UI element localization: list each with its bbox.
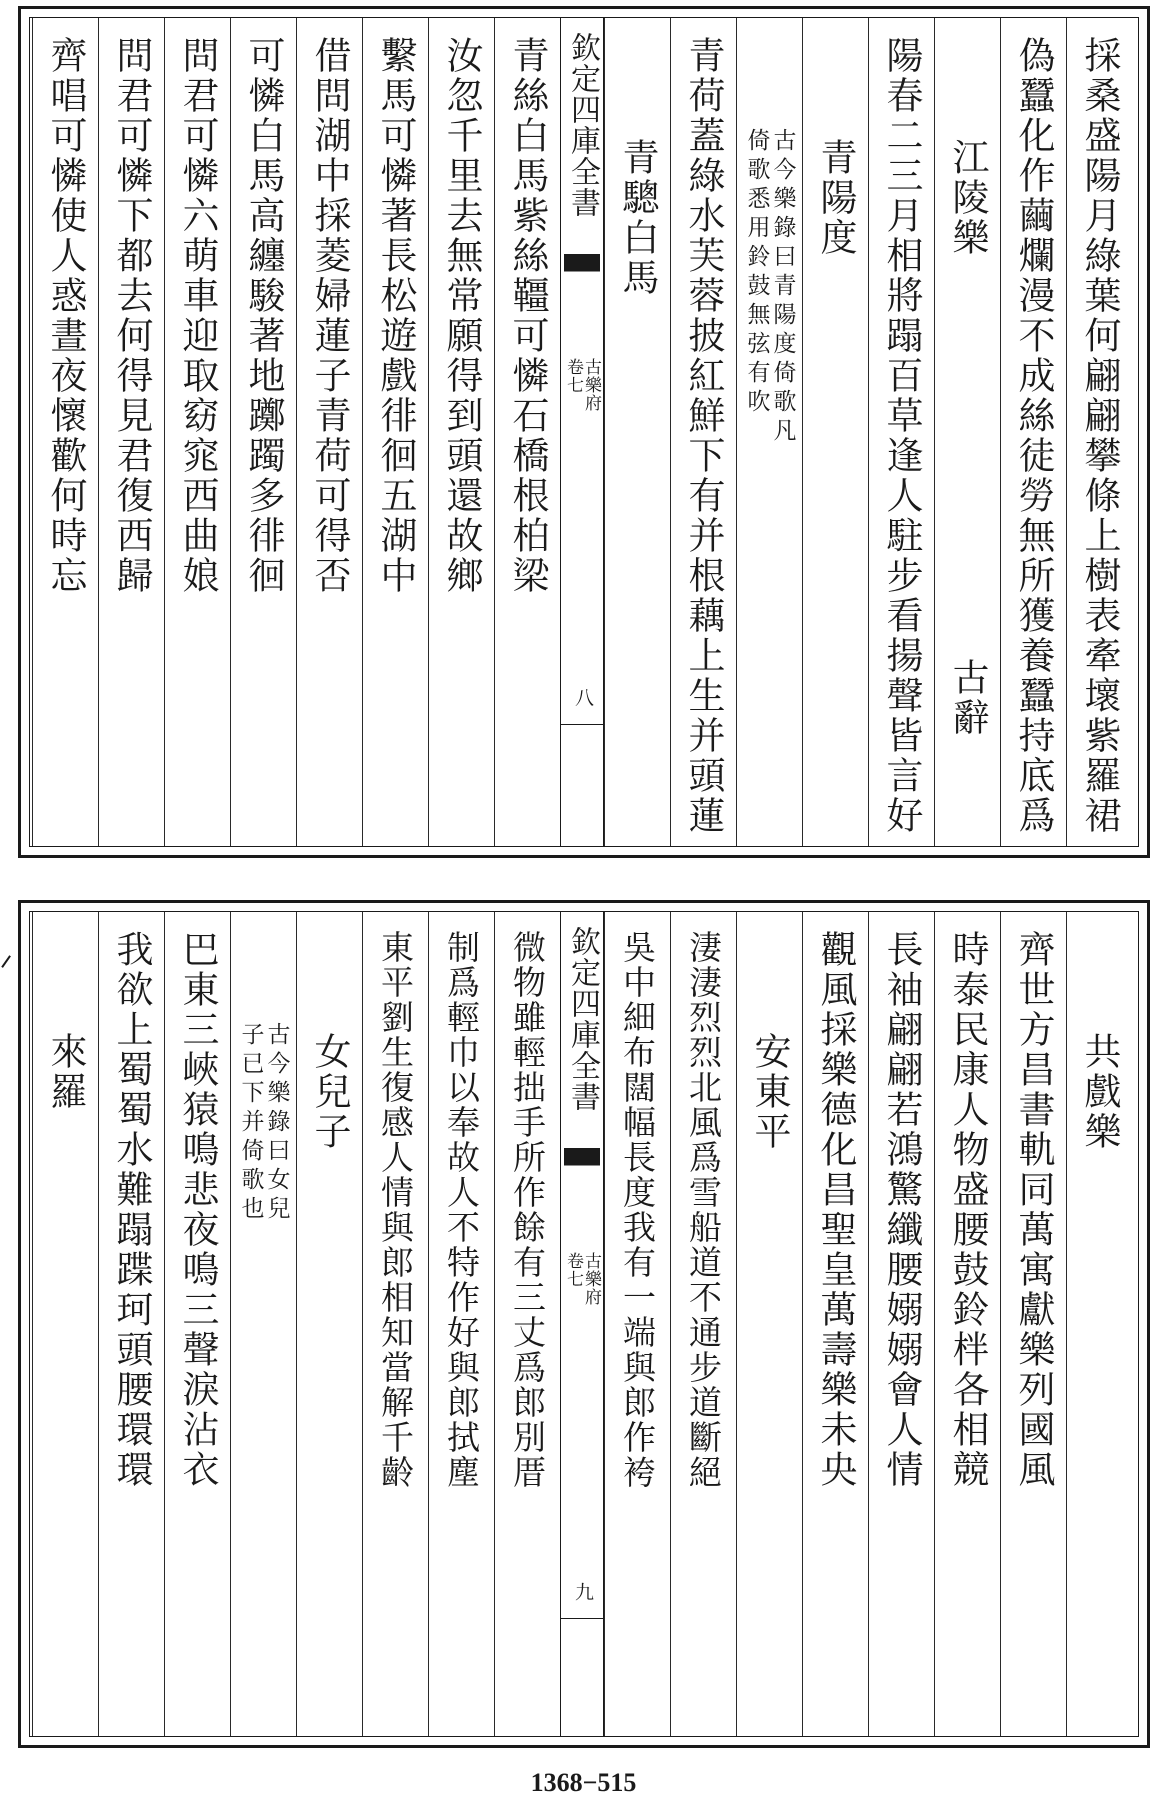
- annotation-line: 倚歌悉用鈴鼓無弦有吹: [743, 128, 770, 418]
- bottom-column-3: [934, 912, 1000, 1736]
- volume-label: [565, 1252, 599, 1306]
- verse-line: 巴東三峽猿鳴悲夜鳴三聲淚沾衣: [176, 930, 219, 1490]
- song-title: 來羅: [44, 1032, 87, 1112]
- verse-line: 我欲上蜀蜀水難蹋蹀珂頭腰環環: [110, 930, 153, 1490]
- verse-line: 借問湖中採菱婦蓮子青荷可得否: [308, 36, 351, 596]
- bottom-column-2: [1000, 912, 1066, 1736]
- bottom-column-4: [868, 912, 934, 1736]
- fish-tail-mark: [564, 1148, 600, 1206]
- bottom-column-10: [428, 912, 494, 1736]
- bottom-column-9: [494, 912, 560, 1736]
- verse-line: 淒淒烈烈北風爲雪船道不通步道斷絕: [684, 930, 723, 1490]
- bottom-column-13: [230, 912, 296, 1736]
- top-page-frame: [29, 17, 1139, 847]
- song-title: 安東平: [748, 1032, 791, 1152]
- bottom-column-5: [802, 912, 868, 1736]
- collection-title: 欽定四庫全書: [565, 32, 600, 218]
- top-column-2: [1000, 18, 1066, 846]
- top-column-12: [296, 18, 362, 846]
- bottom-column-1: [1066, 912, 1132, 1736]
- page-number: 1368−515: [530, 1768, 637, 1797]
- top-column-3: [934, 18, 1000, 846]
- verse-line: 可憐白馬高纏駿著地躑躅多徘徊: [242, 36, 285, 596]
- verse-line: 繫馬可憐著長松遊戲徘徊五湖中: [374, 36, 417, 596]
- top-column-7: [670, 18, 736, 846]
- annotation-note: [239, 1022, 288, 1225]
- leaf-rule: [561, 1618, 603, 1619]
- annotation-line: 古今樂錄曰女兒: [263, 1022, 290, 1225]
- top-column-13: [230, 18, 296, 846]
- song-title: 共戲樂: [1078, 1032, 1121, 1152]
- top-column-5: [802, 18, 868, 846]
- bottom-center-banner: [560, 912, 604, 1736]
- top-column-6: [736, 18, 802, 846]
- bottom-column-6: [736, 912, 802, 1736]
- bottom-column-14: [164, 912, 230, 1736]
- collection-title: 欽定四庫全書: [565, 926, 600, 1112]
- volume-book: 古樂府: [581, 358, 601, 412]
- verse-line: 問君可憐下都去何得見君復西歸: [110, 36, 153, 596]
- song-title: 青驄白馬: [616, 138, 659, 298]
- song-title: 江陵樂: [946, 138, 989, 258]
- annotation-line: 子已下并倚歌也: [237, 1022, 264, 1225]
- verse-line: 制爲輕巾以奉故人不特作好與郎拭塵: [442, 930, 481, 1490]
- bottom-page-panel: [18, 900, 1150, 1748]
- verse-line: 長袖翩翩若鴻驚纖腰嫋嫋會人情: [880, 930, 923, 1490]
- attribution: 古辭: [946, 658, 989, 738]
- verse-line: 採桑盛陽月綠葉何翩翩攀條上樹表牽壞紫羅裙: [1078, 36, 1121, 836]
- verse-line: 偽蠶化作繭爛漫不成絲徒勞無所獲養蠶持底爲: [1012, 36, 1055, 836]
- leaf-number: 八: [572, 688, 594, 707]
- bottom-page-frame: [29, 911, 1139, 1737]
- top-column-16: [32, 18, 98, 846]
- verse-line: 問君可憐六萌車迎取窈窕西曲娘: [176, 36, 219, 596]
- top-column-8: [604, 18, 670, 846]
- verse-line: 陽春二三月相將蹋百草逢人駐步看揚聲皆言好: [880, 36, 923, 836]
- verse-line: 觀風採樂德化昌聖皇萬壽樂未央: [814, 930, 857, 1490]
- verse-line: 東平劉生復感人情與郎相知當解千齡: [376, 930, 415, 1490]
- bottom-column-15: [98, 912, 164, 1736]
- verse-line: 吳中細布闊幅長度我有一端與郎作袴: [618, 930, 657, 1490]
- top-column-15: [98, 18, 164, 846]
- bottom-column-11: [362, 912, 428, 1736]
- volume-book: 古樂府: [581, 1252, 601, 1306]
- bottom-column-8: [604, 912, 670, 1736]
- song-title: 青陽度: [814, 138, 857, 258]
- top-column-10: [428, 18, 494, 846]
- top-column-11: [362, 18, 428, 846]
- volume-label: [565, 358, 599, 412]
- top-column-14: [164, 18, 230, 846]
- leaf-number: 九: [572, 1582, 594, 1601]
- volume-number: 卷七: [563, 358, 583, 394]
- verse-line: 齊唱可憐使人惑晝夜懷歡何時忘: [44, 36, 87, 596]
- bottom-column-7: [670, 912, 736, 1736]
- verse-line: 青荷蓋綠水芙蓉披紅鮮下有并根藕上生并頭蓮: [682, 36, 725, 836]
- top-column-4: [868, 18, 934, 846]
- top-column-9: [494, 18, 560, 846]
- leaf-rule: [561, 724, 603, 725]
- song-title: 女兒子: [308, 1032, 351, 1152]
- annotation-note: [745, 128, 794, 447]
- top-center-banner: [560, 18, 604, 846]
- top-column-1: [1066, 18, 1132, 846]
- verse-line: 汝忽千里去無常願得到頭還故鄉: [440, 36, 483, 596]
- verse-line: 微物雖輕拙手所作餘有三丈爲郎別厝: [508, 930, 547, 1490]
- volume-number: 卷七: [563, 1252, 583, 1288]
- verse-line: 時泰民康人物盛腰鼓鈴柈各相競: [946, 930, 989, 1490]
- verse-line: 齊世方昌書軌同萬寓獻樂列國風: [1012, 930, 1055, 1490]
- fish-tail-mark: [564, 254, 600, 312]
- annotation-line: 古今樂錄曰青陽度倚歌凡: [769, 128, 796, 447]
- verse-line: 青絲白馬紫絲韁可憐石橋根柏梁: [506, 36, 549, 596]
- top-page-panel: [18, 6, 1150, 858]
- bottom-column-12: [296, 912, 362, 1736]
- bottom-column-16: [32, 912, 98, 1736]
